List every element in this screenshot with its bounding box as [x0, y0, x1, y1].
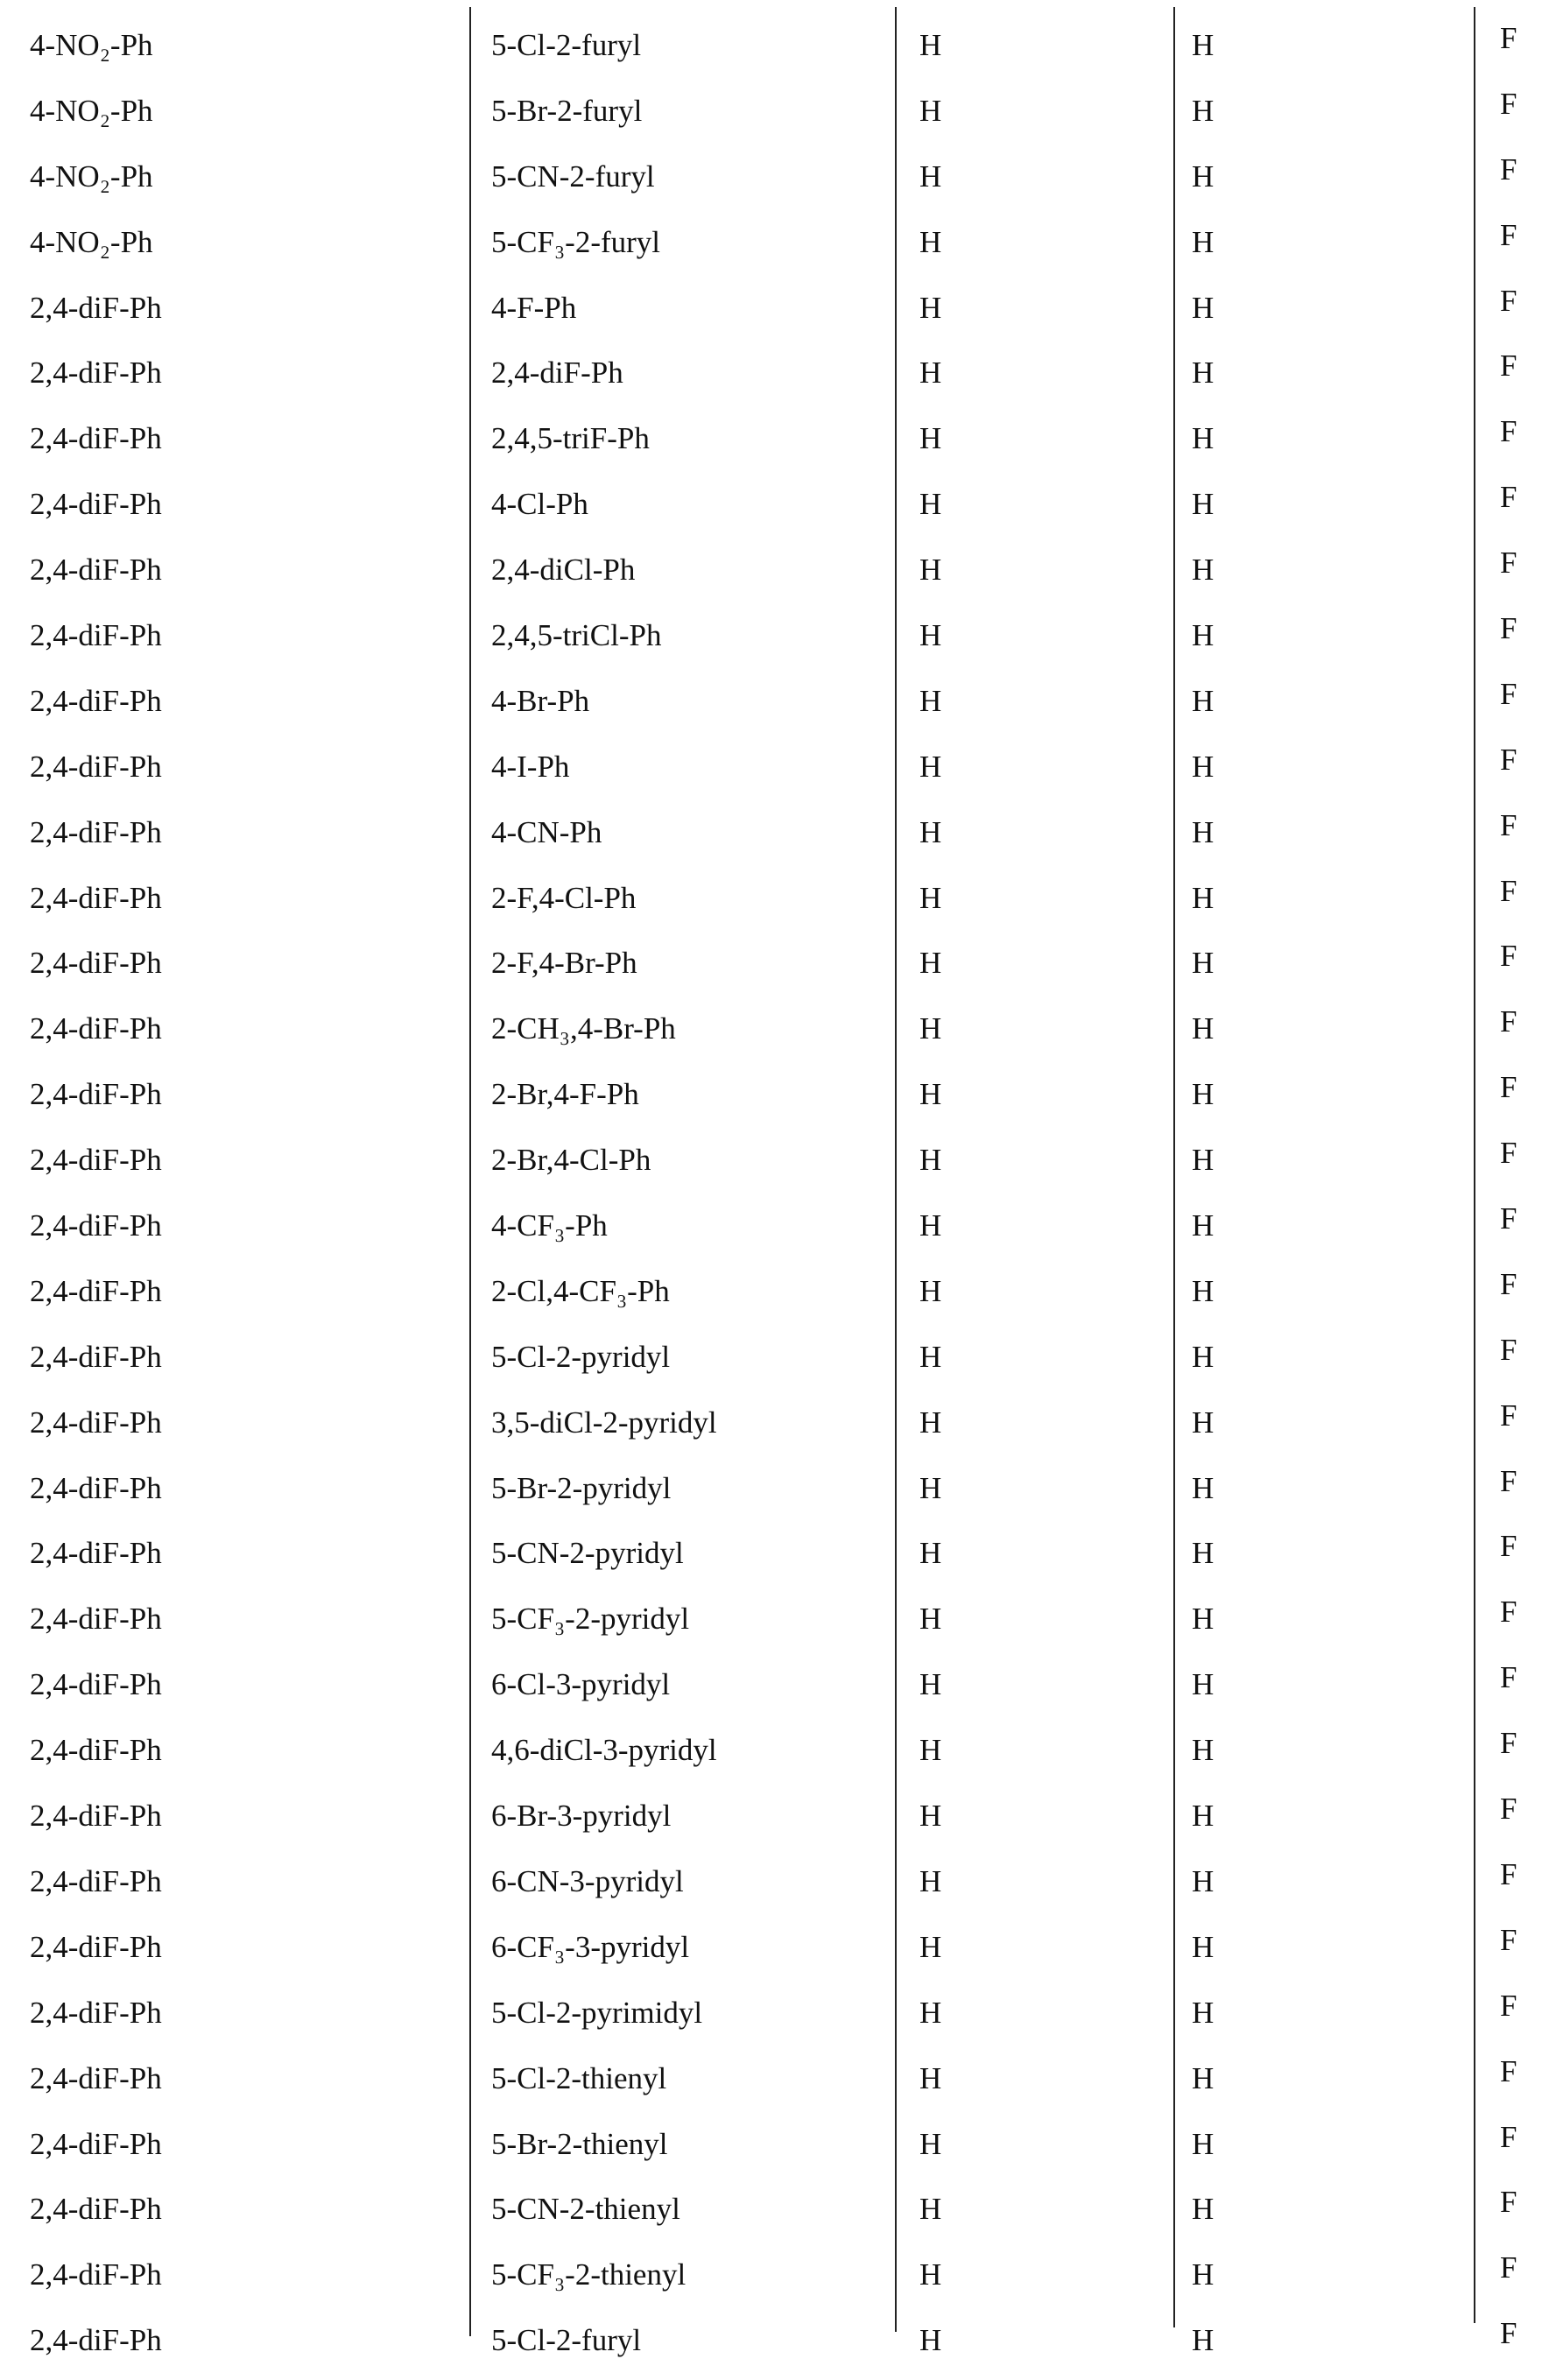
cell-substituent-2: 4-Cl-Ph	[491, 478, 588, 531]
cell-substituent-4: H	[1192, 1987, 1214, 2039]
cell-substituent-2: 3,5-diCl-2-pyridyl	[491, 1397, 717, 1449]
cell-substituent-2: 4-CF₃-Ph	[491, 1200, 608, 1252]
cell-substituent-1: 2,4-diF-Ph	[30, 1200, 162, 1252]
cell-substituent-2: 2,4-diF-Ph	[491, 347, 623, 399]
cell-substituent-3: H	[919, 937, 941, 989]
cell-substituent-3: H	[919, 2118, 941, 2171]
cell-substituent-5: F	[1500, 537, 1517, 589]
table-row	[0, 1658, 1549, 1724]
cell-substituent-5: F	[1500, 1520, 1517, 1573]
cell-substituent-1: 2,4-diF-Ph	[30, 412, 162, 465]
table-row	[0, 347, 1549, 412]
table-row	[0, 1987, 1549, 2053]
cell-substituent-5: F	[1500, 1390, 1517, 1442]
cell-substituent-3: H	[919, 1724, 941, 1777]
cell-substituent-5: F	[1500, 668, 1517, 721]
cell-substituent-2: 2,4,5-triF-Ph	[491, 412, 650, 465]
cell-substituent-4: H	[1192, 1331, 1214, 1384]
cell-substituent-5: F	[1500, 2307, 1517, 2360]
cell-substituent-3: H	[919, 1265, 941, 1318]
table-row	[0, 2249, 1549, 2314]
cell-substituent-1: 2,4-diF-Ph	[30, 1593, 162, 1645]
cell-substituent-2: 4-I-Ph	[491, 741, 569, 793]
cell-substituent-2: 5-Cl-2-pyrimidyl	[491, 1987, 702, 2039]
cell-substituent-4: H	[1192, 1200, 1214, 1252]
cell-substituent-2: 5-Br-2-furyl	[491, 85, 642, 137]
cell-substituent-5: F	[1500, 865, 1517, 918]
table-row	[0, 282, 1549, 348]
cell-substituent-5: F	[1500, 1783, 1517, 1835]
cell-substituent-3: H	[919, 741, 941, 793]
table-row	[0, 1593, 1549, 1658]
cell-substituent-1: 2,4-diF-Ph	[30, 1921, 162, 1974]
cell-substituent-2: 5-CF₃-2-furyl	[491, 216, 660, 269]
cell-substituent-2: 4-F-Ph	[491, 282, 576, 334]
cell-substituent-5: F	[1500, 1914, 1517, 1967]
cell-substituent-3: H	[919, 806, 941, 859]
cell-substituent-2: 5-Cl-2-thienyl	[491, 2053, 666, 2105]
cell-substituent-5: F	[1500, 2176, 1517, 2229]
cell-substituent-1: 4-NO₂-Ph	[30, 85, 153, 137]
cell-substituent-3: H	[919, 1790, 941, 1842]
cell-substituent-1: 4-NO₂-Ph	[30, 216, 153, 269]
cell-substituent-4: H	[1192, 872, 1214, 925]
table-row	[0, 937, 1549, 1003]
cell-substituent-5: F	[1500, 1717, 1517, 1770]
cell-substituent-4: H	[1192, 675, 1214, 728]
cell-substituent-3: H	[919, 1331, 941, 1384]
cell-substituent-4: H	[1192, 1462, 1214, 1515]
cell-substituent-3: H	[919, 412, 941, 465]
cell-substituent-4: H	[1192, 347, 1214, 399]
cell-substituent-3: H	[919, 1921, 941, 1974]
cell-substituent-3: H	[919, 1658, 941, 1711]
cell-substituent-4: H	[1192, 544, 1214, 596]
cell-substituent-1: 2,4-diF-Ph	[30, 2249, 162, 2301]
cell-substituent-1: 2,4-diF-Ph	[30, 1265, 162, 1318]
table-row	[0, 1134, 1549, 1200]
cell-substituent-4: H	[1192, 1068, 1214, 1121]
cell-substituent-3: H	[919, 478, 941, 531]
cell-substituent-2: 5-CN-2-thienyl	[491, 2183, 680, 2236]
table-row	[0, 1331, 1549, 1397]
cell-substituent-3: H	[919, 85, 941, 137]
cell-substituent-3: H	[919, 1397, 941, 1449]
cell-substituent-4: H	[1192, 1397, 1214, 1449]
cell-substituent-2: 5-Cl-2-furyl	[491, 19, 641, 72]
cell-substituent-5: F	[1500, 1193, 1517, 1245]
cell-substituent-2: 6-Br-3-pyridyl	[491, 1790, 671, 1842]
cell-substituent-2: 2-Br,4-Cl-Ph	[491, 1134, 651, 1186]
cell-substituent-4: H	[1192, 412, 1214, 465]
cell-substituent-5: F	[1500, 340, 1517, 392]
cell-substituent-3: H	[919, 1068, 941, 1121]
cell-substituent-4: H	[1192, 216, 1214, 269]
cell-substituent-1: 2,4-diF-Ph	[30, 1658, 162, 1711]
cell-substituent-4: H	[1192, 1658, 1214, 1711]
table-row	[0, 2314, 1549, 2380]
cell-substituent-4: H	[1192, 741, 1214, 793]
cell-substituent-1: 2,4-diF-Ph	[30, 2314, 162, 2367]
cell-substituent-3: H	[919, 609, 941, 662]
table-row	[0, 1790, 1549, 1855]
cell-substituent-3: H	[919, 2249, 941, 2301]
cell-substituent-5: F	[1500, 1980, 1517, 2032]
cell-substituent-5: F	[1500, 799, 1517, 852]
cell-substituent-5: F	[1500, 1127, 1517, 1179]
cell-substituent-2: 4-Br-Ph	[491, 675, 589, 728]
table-row	[0, 741, 1549, 806]
cell-substituent-4: H	[1192, 1921, 1214, 1974]
cell-substituent-2: 5-Br-2-thienyl	[491, 2118, 667, 2171]
cell-substituent-1: 2,4-diF-Ph	[30, 937, 162, 989]
cell-substituent-2: 4,6-diCl-3-pyridyl	[491, 1724, 717, 1777]
cell-substituent-4: H	[1192, 2053, 1214, 2105]
cell-substituent-1: 2,4-diF-Ph	[30, 1331, 162, 1384]
cell-substituent-3: H	[919, 1134, 941, 1186]
cell-substituent-5: F	[1500, 1586, 1517, 1638]
cell-substituent-4: H	[1192, 2183, 1214, 2236]
table-row	[0, 2118, 1549, 2184]
cell-substituent-5: F	[1500, 144, 1517, 196]
cell-substituent-5: F	[1500, 2111, 1517, 2164]
cell-substituent-3: H	[919, 216, 941, 269]
cell-substituent-4: H	[1192, 2118, 1214, 2171]
cell-substituent-5: F	[1500, 1258, 1517, 1311]
cell-substituent-1: 2,4-diF-Ph	[30, 1987, 162, 2039]
table-row	[0, 19, 1549, 85]
cell-substituent-1: 2,4-diF-Ph	[30, 872, 162, 925]
cell-substituent-2: 6-CF₃-3-pyridyl	[491, 1921, 689, 1974]
table-row	[0, 1003, 1549, 1068]
cell-substituent-5: F	[1500, 471, 1517, 524]
cell-substituent-1: 2,4-diF-Ph	[30, 1134, 162, 1186]
cell-substituent-2: 5-CN-2-furyl	[491, 151, 655, 203]
cell-substituent-4: H	[1192, 1134, 1214, 1186]
cell-substituent-4: H	[1192, 85, 1214, 137]
cell-substituent-4: H	[1192, 19, 1214, 72]
cell-substituent-4: H	[1192, 1855, 1214, 1908]
cell-substituent-3: H	[919, 1987, 941, 2039]
table-row	[0, 412, 1549, 478]
cell-substituent-2: 2,4,5-triCl-Ph	[491, 609, 661, 662]
cell-substituent-2: 2-CH₃,4-Br-Ph	[491, 1003, 676, 1055]
cell-substituent-1: 2,4-diF-Ph	[30, 1397, 162, 1449]
table-row	[0, 1855, 1549, 1921]
cell-substituent-5: F	[1500, 78, 1517, 130]
table-row	[0, 806, 1549, 872]
table-row	[0, 1724, 1549, 1790]
cell-substituent-2: 6-Cl-3-pyridyl	[491, 1658, 670, 1711]
cell-substituent-4: H	[1192, 609, 1214, 662]
cell-substituent-3: H	[919, 1462, 941, 1515]
table-row	[0, 609, 1549, 675]
cell-substituent-4: H	[1192, 1265, 1214, 1318]
cell-substituent-2: 4-CN-Ph	[491, 806, 602, 859]
cell-substituent-1: 4-NO₂-Ph	[30, 151, 153, 203]
cell-substituent-4: H	[1192, 151, 1214, 203]
table-row	[0, 2183, 1549, 2249]
cell-substituent-1: 2,4-diF-Ph	[30, 1462, 162, 1515]
compound-table	[0, 19, 1549, 2380]
cell-substituent-1: 2,4-diF-Ph	[30, 609, 162, 662]
table-row	[0, 1068, 1549, 1134]
cell-substituent-1: 2,4-diF-Ph	[30, 1790, 162, 1842]
cell-substituent-3: H	[919, 1855, 941, 1908]
cell-substituent-2: 2-F,4-Cl-Ph	[491, 872, 636, 925]
cell-substituent-3: H	[919, 282, 941, 334]
cell-substituent-3: H	[919, 347, 941, 399]
cell-substituent-3: H	[919, 1527, 941, 1580]
cell-substituent-1: 2,4-diF-Ph	[30, 1003, 162, 1055]
cell-substituent-4: H	[1192, 1790, 1214, 1842]
cell-substituent-2: 5-CF₃-2-thienyl	[491, 2249, 686, 2301]
table-row	[0, 675, 1549, 741]
cell-substituent-4: H	[1192, 478, 1214, 531]
table-row	[0, 544, 1549, 609]
cell-substituent-1: 2,4-diF-Ph	[30, 2183, 162, 2236]
cell-substituent-1: 2,4-diF-Ph	[30, 282, 162, 334]
cell-substituent-1: 2,4-diF-Ph	[30, 675, 162, 728]
cell-substituent-3: H	[919, 2053, 941, 2105]
table-row	[0, 2053, 1549, 2118]
cell-substituent-2: 2-F,4-Br-Ph	[491, 937, 637, 989]
cell-substituent-5: F	[1500, 209, 1517, 262]
cell-substituent-4: H	[1192, 1724, 1214, 1777]
cell-substituent-4: H	[1192, 1593, 1214, 1645]
table-row	[0, 85, 1549, 151]
cell-substituent-5: F	[1500, 602, 1517, 655]
cell-substituent-5: F	[1500, 930, 1517, 982]
cell-substituent-5: F	[1500, 2046, 1517, 2098]
table-row	[0, 1200, 1549, 1265]
cell-substituent-2: 2-Br,4-F-Ph	[491, 1068, 639, 1121]
cell-substituent-1: 2,4-diF-Ph	[30, 806, 162, 859]
cell-substituent-1: 2,4-diF-Ph	[30, 1068, 162, 1121]
table-row	[0, 1397, 1549, 1462]
cell-substituent-1: 2,4-diF-Ph	[30, 741, 162, 793]
cell-substituent-1: 2,4-diF-Ph	[30, 347, 162, 399]
cell-substituent-1: 2,4-diF-Ph	[30, 544, 162, 596]
cell-substituent-2: 5-Cl-2-furyl	[491, 2314, 641, 2367]
cell-substituent-4: H	[1192, 282, 1214, 334]
cell-substituent-2: 5-Cl-2-pyridyl	[491, 1331, 670, 1384]
table-row	[0, 151, 1549, 216]
cell-substituent-5: F	[1500, 1848, 1517, 1901]
cell-substituent-1: 2,4-diF-Ph	[30, 1527, 162, 1580]
cell-substituent-3: H	[919, 1200, 941, 1252]
table-row	[0, 478, 1549, 544]
cell-substituent-4: H	[1192, 2249, 1214, 2301]
cell-substituent-2: 6-CN-3-pyridyl	[491, 1855, 684, 1908]
cell-substituent-3: H	[919, 1003, 941, 1055]
cell-substituent-5: F	[1500, 275, 1517, 327]
cell-substituent-4: H	[1192, 937, 1214, 989]
cell-substituent-5: F	[1500, 1651, 1517, 1704]
cell-substituent-3: H	[919, 872, 941, 925]
cell-substituent-1: 2,4-diF-Ph	[30, 478, 162, 531]
cell-substituent-1: 4-NO₂-Ph	[30, 19, 153, 72]
cell-substituent-1: 2,4-diF-Ph	[30, 2118, 162, 2171]
cell-substituent-2: 2,4-diCl-Ph	[491, 544, 635, 596]
cell-substituent-5: F	[1500, 1455, 1517, 1508]
cell-substituent-3: H	[919, 675, 941, 728]
cell-substituent-5: F	[1500, 2242, 1517, 2294]
cell-substituent-3: H	[919, 1593, 941, 1645]
cell-substituent-1: 2,4-diF-Ph	[30, 1855, 162, 1908]
cell-substituent-1: 2,4-diF-Ph	[30, 2053, 162, 2105]
cell-substituent-2: 5-Br-2-pyridyl	[491, 1462, 671, 1515]
table-row	[0, 216, 1549, 282]
cell-substituent-4: H	[1192, 806, 1214, 859]
table-row	[0, 872, 1549, 938]
table-row	[0, 1265, 1549, 1331]
cell-substituent-3: H	[919, 544, 941, 596]
cell-substituent-1: 2,4-diF-Ph	[30, 1724, 162, 1777]
cell-substituent-5: F	[1500, 996, 1517, 1048]
cell-substituent-2: 2-Cl,4-CF₃-Ph	[491, 1265, 670, 1318]
cell-substituent-2: 5-CN-2-pyridyl	[491, 1527, 684, 1580]
cell-substituent-5: F	[1500, 1324, 1517, 1377]
cell-substituent-4: H	[1192, 1527, 1214, 1580]
table-row	[0, 1462, 1549, 1528]
cell-substituent-3: H	[919, 151, 941, 203]
cell-substituent-3: H	[919, 2183, 941, 2236]
cell-substituent-5: F	[1500, 1061, 1517, 1114]
cell-substituent-3: H	[919, 2314, 941, 2367]
cell-substituent-4: H	[1192, 2314, 1214, 2367]
cell-substituent-4: H	[1192, 1003, 1214, 1055]
cell-substituent-5: F	[1500, 405, 1517, 458]
cell-substituent-2: 5-CF₃-2-pyridyl	[491, 1593, 689, 1645]
table-row	[0, 1527, 1549, 1593]
cell-substituent-5: F	[1500, 12, 1517, 65]
table-row	[0, 1921, 1549, 1987]
cell-substituent-5: F	[1500, 734, 1517, 786]
cell-substituent-3: H	[919, 19, 941, 72]
